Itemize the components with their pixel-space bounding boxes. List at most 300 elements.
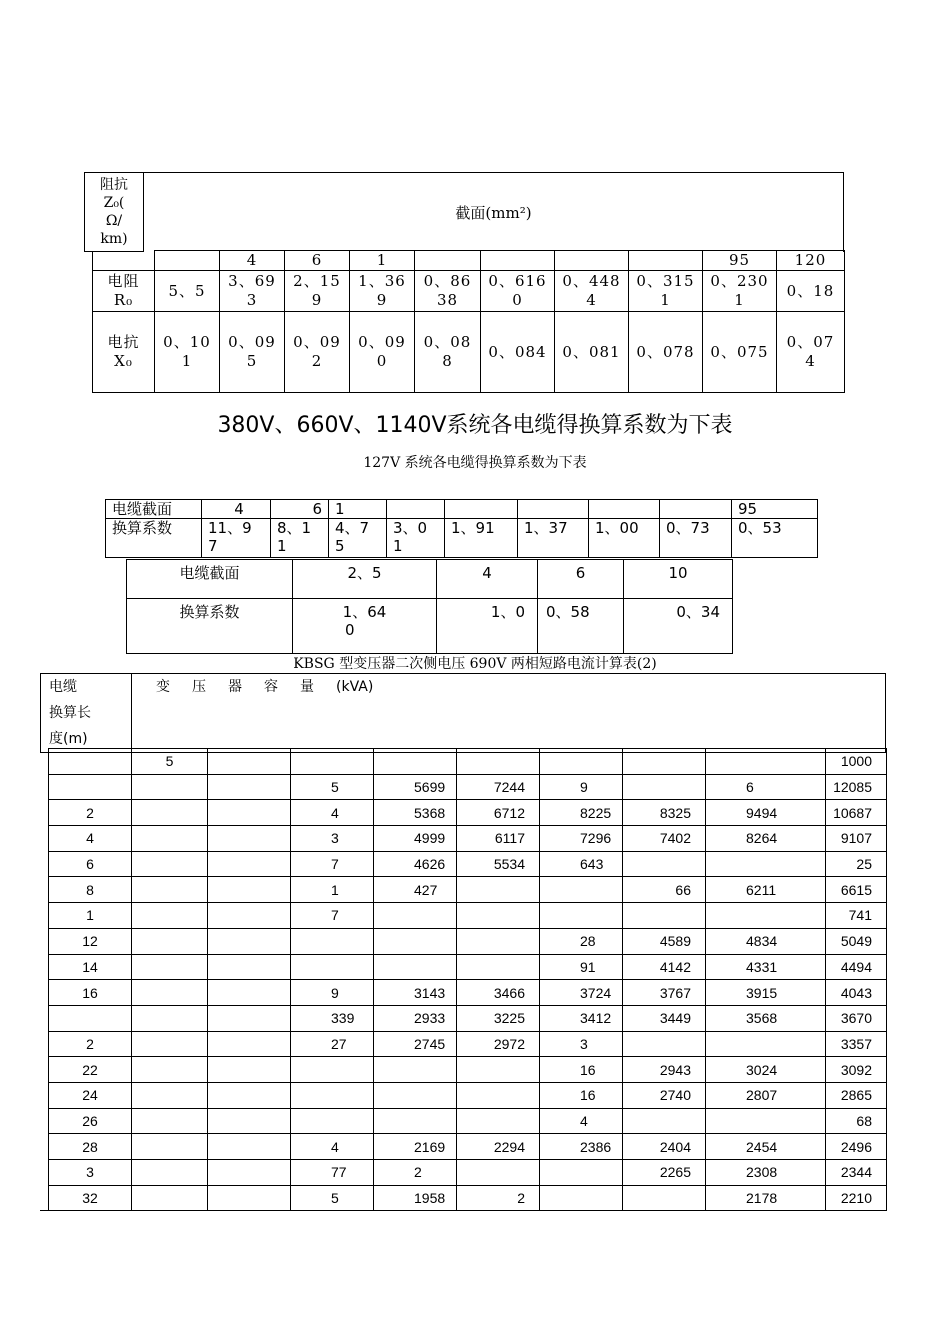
current-value-cell: 4589 (623, 928, 706, 954)
current-value-cell (132, 1057, 208, 1083)
current-value-cell: 2943 (623, 1057, 706, 1083)
impedance-value-cell (285, 271, 350, 312)
current-value-cell (208, 1160, 291, 1186)
current-value-cell: 2344 (826, 1160, 887, 1186)
current-value-cell (374, 903, 457, 929)
current-value-cell (208, 954, 291, 980)
cell-line: 38 (436, 291, 459, 309)
coefficient-cell (518, 519, 589, 558)
current-value-cell (374, 1082, 457, 1108)
current-value-cell (132, 1005, 208, 1031)
coefficient-cell (624, 599, 733, 654)
impedance-value-cell (481, 312, 555, 393)
coefficient-cell (329, 519, 387, 558)
current-value-cell (208, 749, 291, 775)
current-value-cell: 3670 (826, 1005, 887, 1031)
cell-line: 0、07 (786, 333, 835, 351)
current-value-cell: 2308 (706, 1160, 826, 1186)
current-value-cell (132, 1031, 208, 1057)
current-value-cell (132, 1082, 208, 1108)
current-value-cell: 10687 (826, 800, 887, 826)
current-value-cell: 3024 (706, 1057, 826, 1083)
cell-line: 0、081 (562, 342, 621, 361)
current-value-cell: 3466 (457, 980, 540, 1006)
cell-line: 2、15 (293, 272, 341, 290)
current-value-cell (623, 1031, 706, 1057)
current-value-cell: 2496 (826, 1134, 887, 1160)
coefficient-row (106, 519, 818, 558)
heading-127v-text: 127V 系统各电缆得换算系数为下表 (363, 455, 587, 471)
section-size-cell: 120 (777, 251, 845, 271)
cell-line: 3、0 (393, 519, 428, 537)
section-cell: 1 (329, 500, 387, 519)
impedance-row (93, 312, 845, 393)
current-value-cell (623, 1185, 706, 1211)
current-value-cell: 643 (540, 851, 623, 877)
cell-line: 0、084 (488, 342, 547, 361)
current-value-cell (208, 928, 291, 954)
current-value-cell (132, 903, 208, 929)
impedance-value-cell (629, 271, 703, 312)
cell-line: 电缆 (49, 679, 77, 695)
impedance-value-cell (415, 271, 481, 312)
current-value-cell: 3724 (540, 980, 623, 1006)
cell-line: 11、9 (208, 519, 252, 537)
table-row (49, 800, 887, 826)
current-value-cell: 741 (826, 903, 887, 929)
section-cell: 4 (437, 560, 538, 599)
capacity-unit: (kVA) (336, 679, 374, 695)
cell-line: 4、7 (335, 519, 370, 537)
current-value-cell: 6117 (457, 826, 540, 852)
table-row (49, 1108, 887, 1134)
cable-length-cell: 12 (49, 928, 132, 954)
cell-line: 0、53 (738, 519, 782, 537)
cable-length-cell: 26 (49, 1108, 132, 1134)
current-value-cell: 9 (291, 980, 374, 1006)
heading-conversion-coefficients: 380V、660V、1140V系统各电缆得换算系数为下表 (217, 413, 733, 438)
cell-line: 0、315 (636, 272, 695, 290)
cable-length-cell (49, 774, 132, 800)
section-label-cell (144, 173, 844, 252)
current-value-cell (291, 954, 374, 980)
cell-line: 5、5 (168, 281, 206, 300)
heading-kbsg-text: KBSG 型变压器二次侧电压 690V 两相短路电流计算表(2) (293, 656, 657, 672)
impedance-value-cell (350, 271, 415, 312)
impedance-value-cell (703, 312, 777, 393)
cable-length-cell: 28 (49, 1134, 132, 1160)
capacity-header-text: 变压器容量 (156, 679, 336, 695)
current-value-cell: 8225 (540, 800, 623, 826)
cell-line: 1、37 (524, 519, 568, 537)
section-size-cell: 1 (350, 251, 415, 271)
cable-length-cell: 1 (49, 903, 132, 929)
cell-line: 1、64 (342, 603, 387, 621)
current-value-cell (374, 749, 457, 775)
cell-line: 换算系数 (179, 603, 240, 621)
current-value-cell: 5534 (457, 851, 540, 877)
current-value-cell (457, 903, 540, 929)
cell-line: 0 (376, 352, 388, 370)
current-value-cell: 2933 (374, 1005, 457, 1031)
section-size-cell (629, 251, 703, 271)
current-value-cell: 66 (623, 877, 706, 903)
cell-line: 8、1 (277, 519, 312, 537)
current-value-cell: 3 (291, 826, 374, 852)
impedance-value-cell (555, 271, 629, 312)
cell-line: 0、09 (228, 333, 276, 351)
cable-length-cell: 24 (49, 1082, 132, 1108)
cell-line: 9 (376, 291, 388, 309)
current-value-cell: 2210 (826, 1185, 887, 1211)
cell-line: Z₀( (103, 195, 125, 211)
current-value-cell: 7 (291, 851, 374, 877)
impedance-value-cell (155, 271, 220, 312)
current-value-cell: 2454 (706, 1134, 826, 1160)
current-value-cell: 2404 (623, 1134, 706, 1160)
current-value-cell: 25 (826, 851, 887, 877)
current-value-cell (208, 1082, 291, 1108)
cell-line: 1、36 (358, 272, 406, 290)
table-row (49, 1057, 887, 1083)
current-value-cell (208, 1057, 291, 1083)
current-value-cell: 5 (132, 749, 208, 775)
cell-line: 8 (442, 352, 453, 370)
current-value-cell: 1000 (826, 749, 887, 775)
table-row (49, 749, 887, 775)
current-value-cell: 3412 (540, 1005, 623, 1031)
current-value-cell: 9494 (706, 800, 826, 826)
current-value-cell: 427 (374, 877, 457, 903)
current-value-cell (457, 749, 540, 775)
impedance-row (93, 271, 845, 312)
cell-line: 电阻 (107, 272, 140, 290)
impedance-value-cell (350, 312, 415, 393)
table-row (49, 903, 887, 929)
cell-line: 换算系数 (112, 519, 173, 537)
table-row (49, 928, 887, 954)
cell-line: 0、08 (423, 333, 472, 351)
coefficient-cell (387, 519, 445, 558)
row-label (93, 271, 155, 312)
cable-length-cell: 32 (49, 1185, 132, 1211)
cell-line: 0、34 (676, 603, 720, 621)
current-value-cell (208, 903, 291, 929)
section-cell (518, 500, 589, 519)
current-value-cell (706, 851, 826, 877)
current-value-cell: 28 (540, 928, 623, 954)
row-label: 电缆截面 (106, 500, 202, 519)
current-value-cell (208, 980, 291, 1006)
current-value-cell: 2 (457, 1185, 540, 1211)
cell-line: 1、00 (595, 519, 639, 537)
current-value-cell: 3092 (826, 1057, 887, 1083)
section-cell (660, 500, 732, 519)
current-value-cell (132, 1108, 208, 1134)
cell-line: 1、0 (490, 603, 525, 621)
current-value-cell (540, 1185, 623, 1211)
cell-line: km) (100, 231, 128, 247)
current-value-cell (132, 851, 208, 877)
section-size-cell (555, 251, 629, 271)
current-value-cell: 4999 (374, 826, 457, 852)
current-value-cell: 2807 (706, 1082, 826, 1108)
section-size-row (93, 251, 845, 271)
current-value-cell: 4043 (826, 980, 887, 1006)
current-value-cell (132, 980, 208, 1006)
current-value-cell (132, 800, 208, 826)
section-cell: 10 (624, 560, 733, 599)
current-value-cell (132, 1134, 208, 1160)
cable-length-cell (49, 749, 132, 775)
current-value-cell: 12085 (826, 774, 887, 800)
current-value-cell: 4 (291, 800, 374, 826)
cell-line: 5 (335, 537, 345, 555)
table-row (49, 774, 887, 800)
cell-line: 0、448 (562, 272, 621, 290)
current-value-cell: 16 (540, 1057, 623, 1083)
cable-length-cell: 6 (49, 851, 132, 877)
current-value-cell (540, 903, 623, 929)
current-value-cell (208, 877, 291, 903)
section-row (106, 500, 818, 519)
current-value-cell: 5 (291, 774, 374, 800)
current-value-cell: 2 (374, 1160, 457, 1186)
cell-line: 0、230 (710, 272, 769, 290)
table-row (49, 954, 887, 980)
current-value-cell (540, 877, 623, 903)
impedance-value-cell (777, 312, 845, 393)
current-value-cell (208, 826, 291, 852)
current-value-cell (208, 1134, 291, 1160)
current-value-cell: 1 (291, 877, 374, 903)
cell-line: 0、86 (423, 272, 472, 290)
coefficient-cell (660, 519, 732, 558)
current-value-cell (132, 1160, 208, 1186)
cell-line: 0、09 (293, 333, 341, 351)
current-value-cell: 7 (291, 903, 374, 929)
current-value-cell: 16 (540, 1082, 623, 1108)
cell-line: 度(m) (49, 731, 88, 747)
section-cell (445, 500, 518, 519)
cable-length-cell: 2 (49, 1031, 132, 1057)
current-value-cell (623, 749, 706, 775)
cell-line: R₀ (113, 291, 134, 309)
current-value-cell (374, 1108, 457, 1134)
current-value-cell (457, 877, 540, 903)
current-value-cell: 9 (540, 774, 623, 800)
current-value-cell (457, 954, 540, 980)
current-value-cell (457, 1108, 540, 1134)
table-row (49, 851, 887, 877)
impedance-value-cell (481, 271, 555, 312)
cell-line: 4 (586, 291, 597, 309)
current-value-cell (706, 749, 826, 775)
coefficient-cell (202, 519, 271, 558)
current-value-cell: 339 (291, 1005, 374, 1031)
short-circuit-table-header (40, 673, 886, 753)
current-value-cell: 8264 (706, 826, 826, 852)
section-cell: 6 (271, 500, 329, 519)
current-value-cell (457, 928, 540, 954)
section-cell: 4 (202, 500, 271, 519)
current-value-cell: 2745 (374, 1031, 457, 1057)
current-value-cell: 5699 (374, 774, 457, 800)
table-row (49, 1134, 887, 1160)
impedance-label-cell (85, 173, 144, 252)
cell-line: 0、10 (163, 333, 211, 351)
current-value-cell: 6211 (706, 877, 826, 903)
cell-line: 4 (805, 352, 816, 370)
current-value-cell (132, 954, 208, 980)
current-value-cell: 77 (291, 1160, 374, 1186)
cable-length-cell: 4 (49, 826, 132, 852)
current-value-cell: 2740 (623, 1082, 706, 1108)
current-value-cell: 3 (540, 1031, 623, 1057)
current-value-cell: 91 (540, 954, 623, 980)
current-value-cell (540, 749, 623, 775)
current-value-cell (132, 774, 208, 800)
current-value-cell: 3225 (457, 1005, 540, 1031)
cell-line: 0、58 (546, 603, 590, 621)
current-value-cell (208, 851, 291, 877)
section-size-cell (415, 251, 481, 271)
cell-line: 0、18 (786, 281, 835, 300)
current-value-cell (208, 1185, 291, 1211)
heading-kbsg (0, 653, 950, 673)
current-value-cell (291, 1057, 374, 1083)
current-value-cell: 27 (291, 1031, 374, 1057)
cable-length-cell: 2 (49, 800, 132, 826)
section-cell: 95 (732, 500, 818, 519)
table-row (49, 826, 887, 852)
current-value-cell: 2178 (706, 1185, 826, 1211)
current-value-cell (132, 877, 208, 903)
current-value-cell (374, 928, 457, 954)
current-value-cell: 4626 (374, 851, 457, 877)
impedance-value-cell (629, 312, 703, 393)
section-cell (589, 500, 660, 519)
table-row (49, 1082, 887, 1108)
coefficient-cell (732, 519, 818, 558)
current-value-cell: 2294 (457, 1134, 540, 1160)
current-value-cell: 3915 (706, 980, 826, 1006)
row-label: 电缆截面 (127, 560, 293, 599)
cell-line: 1、91 (451, 519, 495, 537)
current-value-cell: 7402 (623, 826, 706, 852)
section-size-cell (481, 251, 555, 271)
current-value-cell: 5 (291, 1185, 374, 1211)
current-value-cell (208, 800, 291, 826)
current-value-cell: 6615 (826, 877, 887, 903)
coefficient-table-1 (105, 499, 818, 558)
current-value-cell: 4 (291, 1134, 374, 1160)
table-row (49, 1160, 887, 1186)
current-value-cell: 8325 (623, 800, 706, 826)
row-label (106, 519, 202, 558)
current-value-cell: 6712 (457, 800, 540, 826)
current-value-cell (457, 1057, 540, 1083)
current-value-cell: 9107 (826, 826, 887, 852)
cell-line: 阻抗 (100, 177, 128, 193)
table-row (49, 980, 887, 1006)
table-row (49, 877, 887, 903)
cell-line: 7 (208, 537, 218, 555)
current-value-cell (706, 903, 826, 929)
cell-line: 0、73 (666, 519, 710, 537)
coefficient-table-2 (126, 559, 733, 654)
current-value-cell: 7244 (457, 774, 540, 800)
current-value-cell: 4494 (826, 954, 887, 980)
current-value-cell: 3143 (374, 980, 457, 1006)
cell-line: 0 (512, 291, 523, 309)
impedance-value-cell (777, 271, 845, 312)
current-value-cell: 6 (706, 774, 826, 800)
cell-line: 0、616 (488, 272, 547, 290)
impedance-value-cell (220, 271, 285, 312)
impedance-value-cell (155, 312, 220, 393)
current-value-cell (208, 774, 291, 800)
current-value-cell (706, 1108, 826, 1134)
current-value-cell (374, 954, 457, 980)
section-size-cell: 6 (285, 251, 350, 271)
current-value-cell: 4834 (706, 928, 826, 954)
cell-line: 0、09 (358, 333, 406, 351)
table-row (49, 1005, 887, 1031)
section-cell: 2、5 (293, 560, 437, 599)
impedance-table (92, 250, 845, 393)
current-value-cell (623, 851, 706, 877)
impedance-value-cell (703, 271, 777, 312)
cable-length-cell: 14 (49, 954, 132, 980)
current-value-cell (208, 1005, 291, 1031)
current-value-cell: 2386 (540, 1134, 623, 1160)
section-cell (387, 500, 445, 519)
cable-length-cell (49, 1005, 132, 1031)
current-value-cell: 3568 (706, 1005, 826, 1031)
current-value-cell: 1958 (374, 1185, 457, 1211)
short-circuit-table (48, 748, 887, 1211)
cell-line: 2 (311, 352, 323, 370)
current-value-cell (623, 1108, 706, 1134)
current-value-cell: 2169 (374, 1134, 457, 1160)
section-label: 截面(mm²) (455, 203, 532, 222)
coefficient-row (127, 599, 733, 654)
current-value-cell (291, 749, 374, 775)
cell-line: 1 (393, 537, 403, 555)
impedance-value-cell (285, 312, 350, 393)
current-value-cell: 5368 (374, 800, 457, 826)
cable-length-cell: 3 (49, 1160, 132, 1186)
current-value-cell (132, 1185, 208, 1211)
cell-line: 1 (277, 537, 287, 555)
current-value-cell: 2972 (457, 1031, 540, 1057)
section-size-cell: 95 (703, 251, 777, 271)
current-value-cell (457, 1160, 540, 1186)
cable-length-header (41, 674, 132, 753)
current-value-cell (132, 928, 208, 954)
impedance-value-cell (220, 312, 285, 393)
cable-length-cell: 16 (49, 980, 132, 1006)
row-label (93, 312, 155, 393)
coefficient-cell (538, 599, 624, 654)
coefficient-cell (445, 519, 518, 558)
current-value-cell (208, 1108, 291, 1134)
current-value-cell: 5049 (826, 928, 887, 954)
current-value-cell (540, 1160, 623, 1186)
current-value-cell (457, 1082, 540, 1108)
cell-line: 换算长 (49, 705, 91, 721)
